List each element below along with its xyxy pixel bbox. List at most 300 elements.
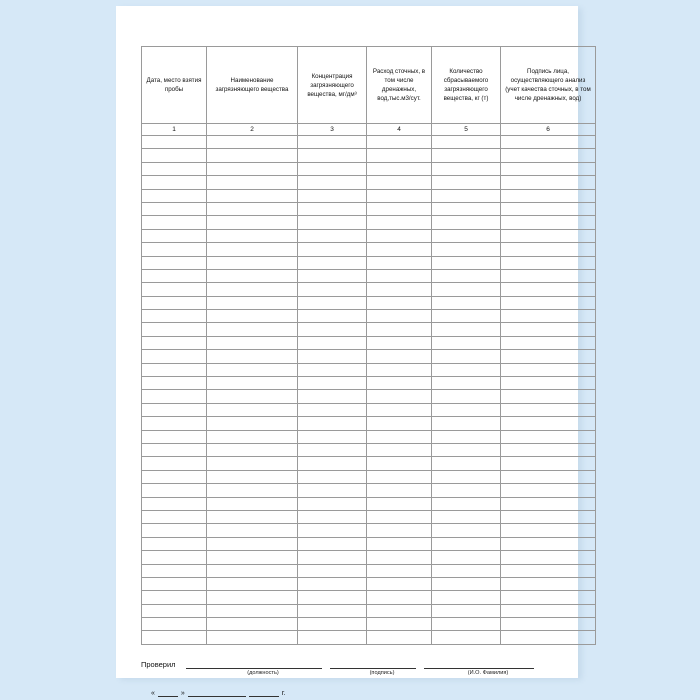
table-cell-empty[interactable] bbox=[501, 377, 596, 390]
table-cell-empty[interactable] bbox=[367, 162, 432, 175]
table-cell-empty[interactable] bbox=[142, 484, 207, 497]
table-header-row bbox=[142, 47, 596, 124]
table-cell-empty[interactable] bbox=[298, 457, 367, 470]
table-cell-empty[interactable] bbox=[367, 537, 432, 550]
table-cell-empty[interactable] bbox=[298, 577, 367, 590]
checked-by-row bbox=[141, 659, 553, 669]
table-cell-empty[interactable] bbox=[142, 537, 207, 550]
table-cell-empty[interactable] bbox=[432, 591, 501, 604]
table-cell-empty[interactable] bbox=[207, 136, 298, 149]
column-number-4: 4 bbox=[367, 124, 432, 136]
table-cell-empty[interactable] bbox=[298, 136, 367, 149]
table-row bbox=[142, 577, 596, 590]
table-row bbox=[142, 363, 596, 376]
table-cell-empty[interactable] bbox=[432, 577, 501, 590]
caption-signature: (подпись) bbox=[369, 669, 395, 676]
table-cell-empty[interactable] bbox=[207, 457, 298, 470]
table-cell-empty[interactable] bbox=[432, 403, 501, 416]
table-cell-empty[interactable] bbox=[367, 336, 432, 349]
name-field-line[interactable] bbox=[424, 659, 534, 669]
document-page bbox=[116, 6, 591, 697]
table-cell-empty[interactable] bbox=[432, 216, 501, 229]
table-cell-empty[interactable] bbox=[207, 336, 298, 349]
table-cell-empty[interactable] bbox=[367, 510, 432, 523]
table-cell-empty[interactable] bbox=[142, 470, 207, 483]
table-cell-empty[interactable] bbox=[207, 363, 298, 376]
table-cell-empty[interactable] bbox=[501, 577, 596, 590]
table-cell-empty[interactable] bbox=[432, 283, 501, 296]
table-cell-empty[interactable] bbox=[432, 618, 501, 631]
table-cell-empty[interactable] bbox=[501, 604, 596, 617]
table-cell-empty[interactable] bbox=[142, 216, 207, 229]
table-cell-empty[interactable] bbox=[367, 202, 432, 215]
table-row bbox=[142, 243, 596, 256]
table-cell-empty[interactable] bbox=[432, 417, 501, 430]
table-cell-empty[interactable] bbox=[207, 202, 298, 215]
table-cell-empty[interactable] bbox=[501, 564, 596, 577]
column-number-1: 1 bbox=[142, 124, 207, 136]
table-cell-empty[interactable] bbox=[501, 189, 596, 202]
table-cell-empty[interactable] bbox=[142, 443, 207, 456]
table-column-number-row bbox=[142, 124, 596, 136]
table-cell-empty[interactable] bbox=[501, 363, 596, 376]
table-cell-empty[interactable] bbox=[501, 243, 596, 256]
table-cell-empty[interactable] bbox=[207, 417, 298, 430]
table-cell-empty[interactable] bbox=[207, 229, 298, 242]
table-cell-empty[interactable] bbox=[298, 176, 367, 189]
table-cell-empty[interactable] bbox=[207, 551, 298, 564]
table-cell-empty[interactable] bbox=[367, 484, 432, 497]
table-row bbox=[142, 430, 596, 443]
table-cell-empty[interactable] bbox=[142, 497, 207, 510]
table-row bbox=[142, 310, 596, 323]
table-cell-empty[interactable] bbox=[207, 631, 298, 644]
table-row bbox=[142, 470, 596, 483]
table-cell-empty[interactable] bbox=[207, 497, 298, 510]
table-cell-empty[interactable] bbox=[432, 497, 501, 510]
table-cell-empty[interactable] bbox=[298, 283, 367, 296]
table-cell-empty[interactable] bbox=[432, 243, 501, 256]
table-cell-empty[interactable] bbox=[298, 604, 367, 617]
table-cell-empty[interactable] bbox=[142, 350, 207, 363]
table-cell-empty[interactable] bbox=[432, 176, 501, 189]
table-cell-empty[interactable] bbox=[298, 189, 367, 202]
table-cell-empty[interactable] bbox=[207, 296, 298, 309]
table-row bbox=[142, 377, 596, 390]
table-row bbox=[142, 283, 596, 296]
table-cell-empty[interactable] bbox=[367, 417, 432, 430]
table-cell-empty[interactable] bbox=[367, 216, 432, 229]
table-cell-empty[interactable] bbox=[367, 176, 432, 189]
table-cell-empty[interactable] bbox=[298, 256, 367, 269]
table-row bbox=[142, 537, 596, 550]
column-header-date-place: Дата, место взятия пробы bbox=[142, 47, 207, 124]
table-cell-empty[interactable] bbox=[432, 604, 501, 617]
table-cell-empty[interactable] bbox=[432, 390, 501, 403]
column-header-concentration: Концентрация загрязняющего вещества, мг/дм³ bbox=[298, 47, 367, 124]
table-cell-empty[interactable] bbox=[142, 591, 207, 604]
table-cell-empty[interactable] bbox=[142, 417, 207, 430]
table-cell-empty[interactable] bbox=[207, 591, 298, 604]
table-cell-empty[interactable] bbox=[207, 564, 298, 577]
table-cell-empty[interactable] bbox=[298, 323, 367, 336]
table-cell-empty[interactable] bbox=[207, 256, 298, 269]
table-cell-empty[interactable] bbox=[501, 269, 596, 282]
table-cell-empty[interactable] bbox=[298, 162, 367, 175]
column-number-5: 5 bbox=[432, 124, 501, 136]
table-row bbox=[142, 256, 596, 269]
document-footer bbox=[141, 659, 553, 697]
table-cell-empty[interactable] bbox=[142, 229, 207, 242]
table-cell-empty[interactable] bbox=[501, 149, 596, 162]
table-cell-empty[interactable] bbox=[501, 510, 596, 523]
table-cell-empty[interactable] bbox=[298, 591, 367, 604]
table-cell-empty[interactable] bbox=[142, 310, 207, 323]
table-cell-empty[interactable] bbox=[501, 470, 596, 483]
table-cell-empty[interactable] bbox=[207, 618, 298, 631]
table-cell-empty[interactable] bbox=[501, 417, 596, 430]
table-cell-empty[interactable] bbox=[367, 618, 432, 631]
table-cell-empty[interactable] bbox=[432, 269, 501, 282]
table-cell-empty[interactable] bbox=[501, 390, 596, 403]
table-cell-empty[interactable] bbox=[501, 457, 596, 470]
table-cell-empty[interactable] bbox=[367, 390, 432, 403]
table-cell-empty[interactable] bbox=[367, 430, 432, 443]
table-row bbox=[142, 149, 596, 162]
table-cell-empty[interactable] bbox=[142, 243, 207, 256]
table-cell-empty[interactable] bbox=[432, 551, 501, 564]
table-cell-empty[interactable] bbox=[298, 497, 367, 510]
table-row bbox=[142, 323, 596, 336]
table-cell-empty[interactable] bbox=[207, 149, 298, 162]
table-cell-empty[interactable] bbox=[298, 484, 367, 497]
table-row bbox=[142, 443, 596, 456]
table-cell-empty[interactable] bbox=[298, 216, 367, 229]
date-row bbox=[141, 688, 553, 697]
table-cell-empty[interactable] bbox=[367, 136, 432, 149]
table-cell-empty[interactable] bbox=[367, 363, 432, 376]
table-cell-empty[interactable] bbox=[367, 577, 432, 590]
column-header-substance-name: Наименование загрязняющего вещества bbox=[207, 47, 298, 124]
table-row bbox=[142, 269, 596, 282]
table-cell-empty[interactable] bbox=[367, 323, 432, 336]
table-cell-empty[interactable] bbox=[501, 336, 596, 349]
table-cell-empty[interactable] bbox=[367, 497, 432, 510]
table-cell-empty[interactable] bbox=[367, 524, 432, 537]
table-cell-empty[interactable] bbox=[501, 537, 596, 550]
table-cell-empty[interactable] bbox=[432, 256, 501, 269]
table-cell-empty[interactable] bbox=[367, 470, 432, 483]
table-cell-empty[interactable] bbox=[501, 283, 596, 296]
table-cell-empty[interactable] bbox=[501, 176, 596, 189]
table-cell-empty[interactable] bbox=[432, 162, 501, 175]
table-row bbox=[142, 618, 596, 631]
pollution-log-table bbox=[141, 46, 596, 645]
table-cell-empty[interactable] bbox=[367, 443, 432, 456]
table-cell-empty[interactable] bbox=[298, 229, 367, 242]
table-cell-empty[interactable] bbox=[367, 631, 432, 644]
table-cell-empty[interactable] bbox=[432, 470, 501, 483]
table-cell-empty[interactable] bbox=[207, 537, 298, 550]
table-cell-empty[interactable] bbox=[501, 631, 596, 644]
table-cell-empty[interactable] bbox=[298, 149, 367, 162]
table-cell-empty[interactable] bbox=[501, 430, 596, 443]
table-cell-empty[interactable] bbox=[501, 296, 596, 309]
table-cell-empty[interactable] bbox=[142, 564, 207, 577]
table-cell-empty[interactable] bbox=[207, 350, 298, 363]
table-cell-empty[interactable] bbox=[501, 497, 596, 510]
table-cell-empty[interactable] bbox=[432, 363, 501, 376]
table-cell-empty[interactable] bbox=[207, 430, 298, 443]
table-row bbox=[142, 350, 596, 363]
table-cell-empty[interactable] bbox=[142, 577, 207, 590]
date-year-suffix: г. bbox=[281, 689, 286, 697]
footer-captions bbox=[141, 670, 553, 676]
table-cell-empty[interactable] bbox=[298, 363, 367, 376]
table-cell-empty[interactable] bbox=[501, 551, 596, 564]
table-cell-empty[interactable] bbox=[142, 283, 207, 296]
table-cell-empty[interactable] bbox=[367, 350, 432, 363]
table-cell-empty[interactable] bbox=[367, 229, 432, 242]
table-cell-empty[interactable] bbox=[367, 269, 432, 282]
table-cell-empty[interactable] bbox=[367, 377, 432, 390]
table-cell-empty[interactable] bbox=[432, 229, 501, 242]
table-cell-empty[interactable] bbox=[298, 243, 367, 256]
table-cell-empty[interactable] bbox=[432, 149, 501, 162]
date-quote-open: « bbox=[151, 689, 155, 697]
table-cell-empty[interactable] bbox=[142, 296, 207, 309]
table-cell-empty[interactable] bbox=[501, 216, 596, 229]
table-cell-empty[interactable] bbox=[298, 443, 367, 456]
table-cell-empty[interactable] bbox=[298, 430, 367, 443]
column-header-wastewater-flow: Расход сточных, в том числе дренажных, вод,тыс.м3/сут. bbox=[367, 47, 432, 124]
table-cell-empty[interactable] bbox=[207, 604, 298, 617]
table-cell-empty[interactable] bbox=[432, 457, 501, 470]
table-row bbox=[142, 189, 596, 202]
table-cell-empty[interactable] bbox=[207, 243, 298, 256]
table-cell-empty[interactable] bbox=[207, 484, 298, 497]
table-cell-empty[interactable] bbox=[142, 551, 207, 564]
table-row bbox=[142, 403, 596, 416]
table-row bbox=[142, 390, 596, 403]
position-field-line[interactable] bbox=[186, 659, 322, 669]
table-cell-empty[interactable] bbox=[142, 323, 207, 336]
table-cell-empty[interactable] bbox=[432, 136, 501, 149]
table-row bbox=[142, 229, 596, 242]
table-cell-empty[interactable] bbox=[298, 336, 367, 349]
date-day-field[interactable] bbox=[158, 688, 178, 697]
table-cell-empty[interactable] bbox=[142, 377, 207, 390]
table-cell-empty[interactable] bbox=[298, 296, 367, 309]
table-header bbox=[142, 47, 596, 136]
table-cell-empty[interactable] bbox=[432, 336, 501, 349]
table-cell-empty[interactable] bbox=[298, 202, 367, 215]
table-cell-empty[interactable] bbox=[142, 631, 207, 644]
table-cell-empty[interactable] bbox=[501, 618, 596, 631]
checked-by-label: Проверил bbox=[141, 659, 176, 669]
table-cell-empty[interactable] bbox=[367, 310, 432, 323]
table-cell-empty[interactable] bbox=[432, 537, 501, 550]
date-quote-close: » bbox=[180, 689, 185, 697]
table-cell-empty[interactable] bbox=[142, 189, 207, 202]
table-row bbox=[142, 564, 596, 577]
table-row bbox=[142, 202, 596, 215]
table-cell-empty[interactable] bbox=[142, 618, 207, 631]
table-cell-empty[interactable] bbox=[142, 176, 207, 189]
column-number-3: 3 bbox=[298, 124, 367, 136]
table-row bbox=[142, 497, 596, 510]
table-cell-empty[interactable] bbox=[367, 604, 432, 617]
table-cell-empty[interactable] bbox=[207, 189, 298, 202]
table-cell-empty[interactable] bbox=[298, 403, 367, 416]
table-cell-empty[interactable] bbox=[501, 162, 596, 175]
table-cell-empty[interactable] bbox=[142, 256, 207, 269]
table-row bbox=[142, 551, 596, 564]
signature-field-line[interactable] bbox=[330, 659, 416, 669]
table-cell-empty[interactable] bbox=[298, 310, 367, 323]
table-cell-empty[interactable] bbox=[432, 443, 501, 456]
table-row bbox=[142, 136, 596, 149]
table-cell-empty[interactable] bbox=[298, 551, 367, 564]
table-cell-empty[interactable] bbox=[207, 403, 298, 416]
table-row bbox=[142, 216, 596, 229]
table-cell-empty[interactable] bbox=[207, 216, 298, 229]
table-cell-empty[interactable] bbox=[207, 283, 298, 296]
table-cell-empty[interactable] bbox=[207, 577, 298, 590]
table-cell-empty[interactable] bbox=[432, 564, 501, 577]
table-cell-empty[interactable] bbox=[207, 443, 298, 456]
table-row bbox=[142, 510, 596, 523]
table-cell-empty[interactable] bbox=[501, 323, 596, 336]
table-cell-empty[interactable] bbox=[142, 136, 207, 149]
caption-name: (И.О. Фамилия) bbox=[467, 669, 509, 676]
table-row bbox=[142, 524, 596, 537]
table-cell-empty[interactable] bbox=[298, 470, 367, 483]
table-row bbox=[142, 457, 596, 470]
table-cell-empty[interactable] bbox=[142, 457, 207, 470]
table-cell-empty[interactable] bbox=[432, 350, 501, 363]
table-row bbox=[142, 631, 596, 644]
table-cell-empty[interactable] bbox=[367, 551, 432, 564]
table-cell-empty[interactable] bbox=[432, 296, 501, 309]
table-cell-empty[interactable] bbox=[298, 524, 367, 537]
date-year-field[interactable] bbox=[249, 688, 279, 697]
table-cell-empty[interactable] bbox=[432, 631, 501, 644]
table-cell-empty[interactable] bbox=[142, 510, 207, 523]
table-cell-empty[interactable] bbox=[367, 296, 432, 309]
table-cell-empty[interactable] bbox=[298, 390, 367, 403]
table-cell-empty[interactable] bbox=[298, 564, 367, 577]
table-cell-empty[interactable] bbox=[367, 591, 432, 604]
table-row bbox=[142, 604, 596, 617]
table-cell-empty[interactable] bbox=[207, 510, 298, 523]
table-cell-empty[interactable] bbox=[501, 524, 596, 537]
table-cell-empty[interactable] bbox=[142, 336, 207, 349]
table-cell-empty[interactable] bbox=[501, 591, 596, 604]
caption-position: (должность) bbox=[247, 669, 279, 676]
table-cell-empty[interactable] bbox=[207, 470, 298, 483]
table-cell-empty[interactable] bbox=[432, 524, 501, 537]
table-row bbox=[142, 296, 596, 309]
table-cell-empty[interactable] bbox=[207, 377, 298, 390]
table-cell-empty[interactable] bbox=[207, 310, 298, 323]
table-cell-empty[interactable] bbox=[142, 363, 207, 376]
table-cell-empty[interactable] bbox=[432, 510, 501, 523]
table-cell-empty[interactable] bbox=[298, 377, 367, 390]
table-cell-empty[interactable] bbox=[501, 443, 596, 456]
table-cell-empty[interactable] bbox=[298, 269, 367, 282]
table-cell-empty[interactable] bbox=[367, 283, 432, 296]
table-row bbox=[142, 417, 596, 430]
table-cell-empty[interactable] bbox=[142, 403, 207, 416]
table-cell-empty[interactable] bbox=[142, 430, 207, 443]
table-cell-empty[interactable] bbox=[367, 564, 432, 577]
date-month-field[interactable] bbox=[188, 688, 246, 697]
table-cell-empty[interactable] bbox=[298, 618, 367, 631]
table-cell-empty[interactable] bbox=[367, 256, 432, 269]
table-cell-empty[interactable] bbox=[501, 403, 596, 416]
table-cell-empty[interactable] bbox=[432, 310, 501, 323]
caption-spacer bbox=[141, 670, 187, 676]
table-cell-empty[interactable] bbox=[207, 524, 298, 537]
table-cell-empty[interactable] bbox=[501, 202, 596, 215]
table-cell-empty[interactable] bbox=[207, 162, 298, 175]
table-cell-empty[interactable] bbox=[142, 524, 207, 537]
table-body bbox=[142, 136, 596, 645]
table-cell-empty[interactable] bbox=[501, 350, 596, 363]
table-cell-empty[interactable] bbox=[298, 631, 367, 644]
table-cell-empty[interactable] bbox=[432, 377, 501, 390]
table-cell-empty[interactable] bbox=[207, 390, 298, 403]
table-cell-empty[interactable] bbox=[432, 202, 501, 215]
table-cell-empty[interactable] bbox=[207, 269, 298, 282]
table-cell-empty[interactable] bbox=[501, 310, 596, 323]
column-number-2: 2 bbox=[207, 124, 298, 136]
table-cell-empty[interactable] bbox=[142, 162, 207, 175]
column-header-analyst-signature: Подпись лица, осуществляющего анализ (учет качества сточных, в том числе дренажных, вод) bbox=[501, 47, 596, 124]
table-cell-empty[interactable] bbox=[298, 537, 367, 550]
table-cell-empty[interactable] bbox=[298, 350, 367, 363]
table-row bbox=[142, 591, 596, 604]
table-cell-empty[interactable] bbox=[298, 510, 367, 523]
table-cell-empty[interactable] bbox=[367, 457, 432, 470]
table-cell-empty[interactable] bbox=[432, 189, 501, 202]
table-cell-empty[interactable] bbox=[367, 189, 432, 202]
table-row bbox=[142, 336, 596, 349]
table-cell-empty[interactable] bbox=[367, 149, 432, 162]
table-cell-empty[interactable] bbox=[367, 243, 432, 256]
table-cell-empty[interactable] bbox=[432, 484, 501, 497]
table-cell-empty[interactable] bbox=[501, 256, 596, 269]
table-cell-empty[interactable] bbox=[207, 176, 298, 189]
table-cell-empty[interactable] bbox=[501, 484, 596, 497]
table-cell-empty[interactable] bbox=[298, 417, 367, 430]
table-cell-empty[interactable] bbox=[501, 136, 596, 149]
table-cell-empty[interactable] bbox=[432, 430, 501, 443]
column-number-6: 6 bbox=[501, 124, 596, 136]
table-row bbox=[142, 484, 596, 497]
table-cell-empty[interactable] bbox=[501, 229, 596, 242]
table-cell-empty[interactable] bbox=[142, 390, 207, 403]
table-cell-empty[interactable] bbox=[142, 269, 207, 282]
table-cell-empty[interactable] bbox=[207, 323, 298, 336]
table-cell-empty[interactable] bbox=[142, 149, 207, 162]
table-cell-empty[interactable] bbox=[432, 323, 501, 336]
table-cell-empty[interactable] bbox=[367, 403, 432, 416]
table-cell-empty[interactable] bbox=[142, 202, 207, 215]
column-header-discharge-amount: Количество сбрасываемого загрязняющего вещества, кг (т) bbox=[432, 47, 501, 124]
table-cell-empty[interactable] bbox=[142, 604, 207, 617]
